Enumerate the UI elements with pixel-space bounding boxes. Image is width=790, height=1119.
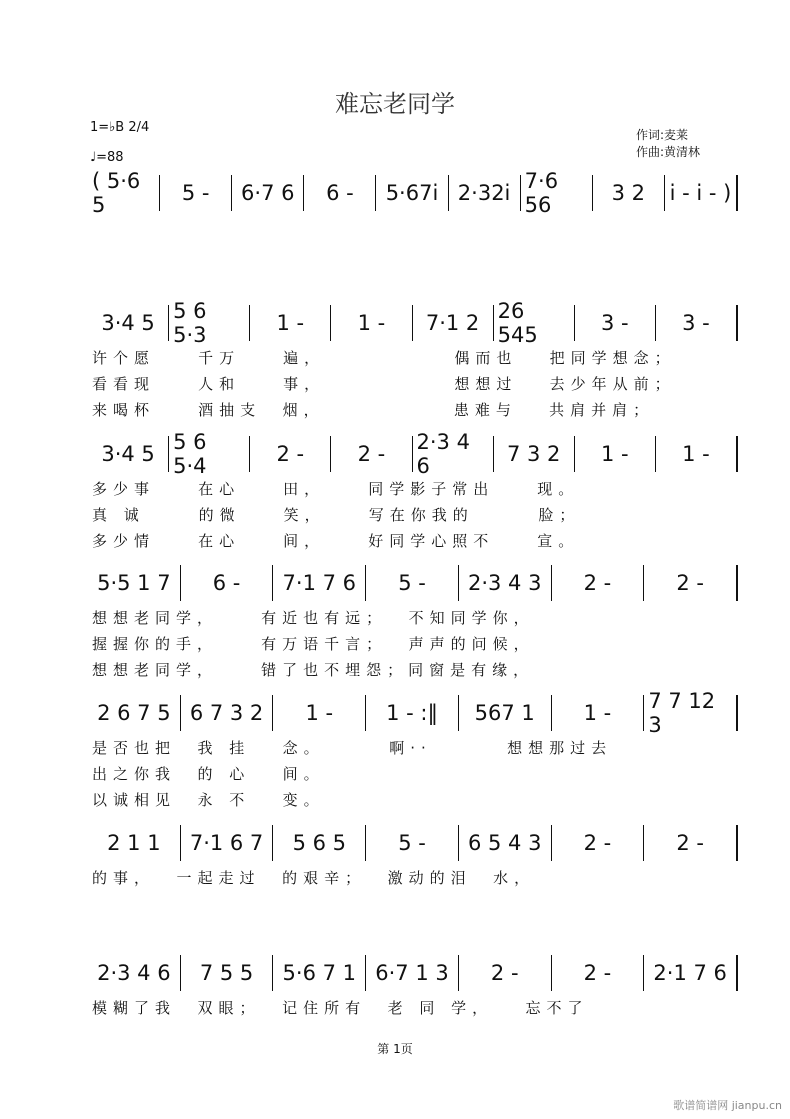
measure bbox=[644, 565, 738, 601]
measure bbox=[552, 695, 645, 731]
measure bbox=[494, 436, 575, 472]
measure bbox=[459, 825, 552, 861]
measure-notes: 7·1 6 7 bbox=[189, 831, 264, 855]
measure bbox=[494, 299, 575, 347]
staff-system bbox=[88, 169, 738, 217]
measure bbox=[181, 565, 274, 601]
measure-notes: 26 545 bbox=[497, 299, 538, 347]
song-title: 难忘老同学 bbox=[335, 90, 455, 118]
measure-notes: 2·3 4 6 bbox=[97, 961, 171, 985]
measure bbox=[88, 825, 181, 861]
measure bbox=[250, 305, 331, 341]
measure-notes: 5 6 5·4 bbox=[173, 430, 207, 478]
measure-notes: 1 - bbox=[276, 311, 305, 335]
measure bbox=[644, 955, 738, 991]
measure-notes: 2·3 4 6 bbox=[416, 430, 470, 478]
measure bbox=[160, 175, 232, 211]
measure-notes: 5 6 5·3 bbox=[173, 299, 207, 347]
measure bbox=[644, 825, 738, 861]
measure bbox=[232, 175, 304, 211]
measure-notes: 1 - bbox=[583, 701, 612, 725]
staff-system bbox=[88, 299, 738, 347]
measure bbox=[366, 695, 459, 731]
measure-notes: 3 - bbox=[601, 311, 629, 335]
measure bbox=[656, 436, 738, 472]
measure bbox=[169, 299, 250, 347]
measure-notes: 1 - bbox=[305, 701, 334, 725]
measure bbox=[273, 825, 366, 861]
measure bbox=[88, 305, 169, 341]
measure bbox=[88, 169, 160, 217]
tempo-marking: ♩=88 bbox=[90, 150, 124, 165]
measure bbox=[181, 695, 274, 731]
credits bbox=[636, 127, 700, 161]
lyric-line: 模糊了我 双眼； 记住所有 老 同 学， 忘不了 bbox=[92, 999, 589, 1017]
measure-notes: 2 - bbox=[357, 442, 386, 466]
measure bbox=[552, 955, 645, 991]
measure bbox=[644, 689, 738, 737]
measure bbox=[449, 175, 521, 211]
measure-notes: 6 - bbox=[212, 571, 241, 595]
measure-notes: 7·1 2 bbox=[425, 311, 480, 335]
measure-notes: 2·1 7 6 bbox=[653, 961, 727, 985]
measure bbox=[552, 825, 645, 861]
measure bbox=[413, 430, 494, 478]
measure-notes: 5 - bbox=[181, 181, 210, 205]
lyric-line: 出之你我 的 心 间。 bbox=[92, 765, 325, 783]
measure bbox=[521, 169, 593, 217]
measure-notes: 5·5 1 7 bbox=[97, 571, 171, 595]
measure-notes: 2 - bbox=[276, 442, 305, 466]
measure-notes: 6 7 3 2 bbox=[189, 701, 264, 725]
measure-notes: ( 5·6 5 bbox=[92, 169, 141, 217]
measure-notes: 3 - bbox=[682, 311, 710, 335]
lyric-line: 以诚相见 永 不 变。 bbox=[92, 791, 325, 809]
measure bbox=[169, 430, 250, 478]
measure-notes: 5·6 7 1 bbox=[282, 961, 357, 985]
lyric-line: 多少事 在心 田， 同学影子常出 现。 bbox=[92, 480, 580, 498]
measure bbox=[656, 305, 738, 341]
measure-notes: 5 - bbox=[398, 831, 426, 855]
measure bbox=[273, 695, 366, 731]
lyricist: 作词:麦莱 bbox=[636, 128, 689, 142]
measure bbox=[459, 695, 552, 731]
lyric-line: 是否也把 我 挂 念。 啊·· 想想那过去 bbox=[92, 739, 613, 757]
measure-notes: 2 1 1 bbox=[107, 831, 161, 855]
measure bbox=[575, 305, 656, 341]
page-number: 第 1页 bbox=[377, 1042, 413, 1056]
measure-notes: 3 2 bbox=[611, 181, 646, 205]
measure-notes: 6·7 1 3 bbox=[375, 961, 449, 985]
measure-notes: 1 - bbox=[601, 442, 629, 466]
staff-system bbox=[88, 955, 738, 991]
lyric-line: 多少情 在心 间， 好同学心照不 宣。 bbox=[92, 532, 580, 550]
lyric-line: 许个愿 千万 遍， 偶而也 把同学想念； bbox=[92, 349, 676, 367]
measure bbox=[575, 436, 656, 472]
measure bbox=[273, 565, 366, 601]
measure-notes: 2 - bbox=[583, 961, 612, 985]
composer: 作曲:黄清林 bbox=[636, 145, 701, 159]
lyric-line: 真 诚 的微 笑， 写在你我的 脸； bbox=[92, 506, 581, 524]
measure bbox=[88, 695, 181, 731]
measure bbox=[459, 955, 552, 991]
measure-notes: 1 - bbox=[357, 311, 386, 335]
lyric-line: 来喝杯 酒抽支 烟， 患难与 共肩并肩； bbox=[92, 401, 655, 419]
measure-notes: 2 - bbox=[583, 831, 612, 855]
measure bbox=[665, 175, 738, 211]
watermark: 歌谱简谱网 jianpu.cn bbox=[673, 1099, 782, 1112]
measure-notes: 5·67i bbox=[385, 181, 439, 205]
measure-notes: 3·4 5 bbox=[101, 311, 155, 335]
measure bbox=[88, 565, 181, 601]
measure-notes: 5 6 5 bbox=[292, 831, 347, 855]
measure bbox=[273, 955, 366, 991]
staff-system bbox=[88, 430, 738, 478]
measure bbox=[181, 955, 274, 991]
measure bbox=[181, 825, 274, 861]
measure bbox=[331, 305, 412, 341]
measure bbox=[366, 825, 459, 861]
measure-notes: 7·6 56 bbox=[524, 169, 559, 217]
measure-notes: 1 - :‖ bbox=[386, 701, 438, 725]
measure bbox=[376, 175, 448, 211]
measure bbox=[88, 436, 169, 472]
measure-notes: 7 5 5 bbox=[199, 961, 254, 985]
lyric-line: 想想老同学， 错了也不埋怨；同窗是有缘， bbox=[92, 661, 535, 679]
measure-notes: 7 3 2 bbox=[506, 442, 561, 466]
measure bbox=[331, 436, 412, 472]
measure-notes: 6·7 6 bbox=[241, 181, 295, 205]
measure-notes: 6 - bbox=[326, 181, 354, 205]
lyric-line: 的事， 一起走过 的艰辛； 激动的泪 水， bbox=[92, 869, 536, 887]
measure bbox=[552, 565, 645, 601]
measure-notes: 2 - bbox=[676, 571, 704, 595]
measure bbox=[366, 565, 459, 601]
measure-notes: i - i - ) bbox=[669, 181, 732, 205]
measure-notes: 2·3 4 3 bbox=[467, 571, 542, 595]
measure-notes: 2 6 7 5 bbox=[97, 701, 171, 725]
measure-notes: 7·1 7 6 bbox=[282, 571, 357, 595]
measure bbox=[593, 175, 665, 211]
measure-notes: 567 1 bbox=[474, 701, 535, 725]
lyric-line: 想想老同学， 有近也有远； 不知同学你， bbox=[92, 609, 535, 627]
staff-system bbox=[88, 565, 738, 601]
staff-system bbox=[88, 825, 738, 861]
measure bbox=[88, 955, 181, 991]
key-signature: 1=♭B 2/4 bbox=[90, 120, 150, 135]
measure-notes: 2 - bbox=[676, 831, 704, 855]
lyric-line: 握握你的手， 有万语千言； 声声的问候， bbox=[92, 635, 535, 653]
measure bbox=[366, 955, 459, 991]
measure bbox=[304, 175, 376, 211]
lyric-line: 看看现 人和 事， 想想过 去少年从前； bbox=[92, 375, 676, 393]
measure-notes: 2 - bbox=[583, 571, 612, 595]
measure-notes: 7 7 12 3 bbox=[648, 689, 716, 737]
measure-notes: 2·32i bbox=[457, 181, 511, 205]
measure bbox=[250, 436, 331, 472]
measure bbox=[459, 565, 552, 601]
measure-notes: 1 - bbox=[682, 442, 710, 466]
measure bbox=[413, 305, 494, 341]
measure-notes: 2 - bbox=[490, 961, 519, 985]
measure-notes: 6 5 4 3 bbox=[467, 831, 542, 855]
staff-system bbox=[88, 689, 738, 737]
measure-notes: 3·4 5 bbox=[101, 442, 155, 466]
measure-notes: 5 - bbox=[398, 571, 426, 595]
